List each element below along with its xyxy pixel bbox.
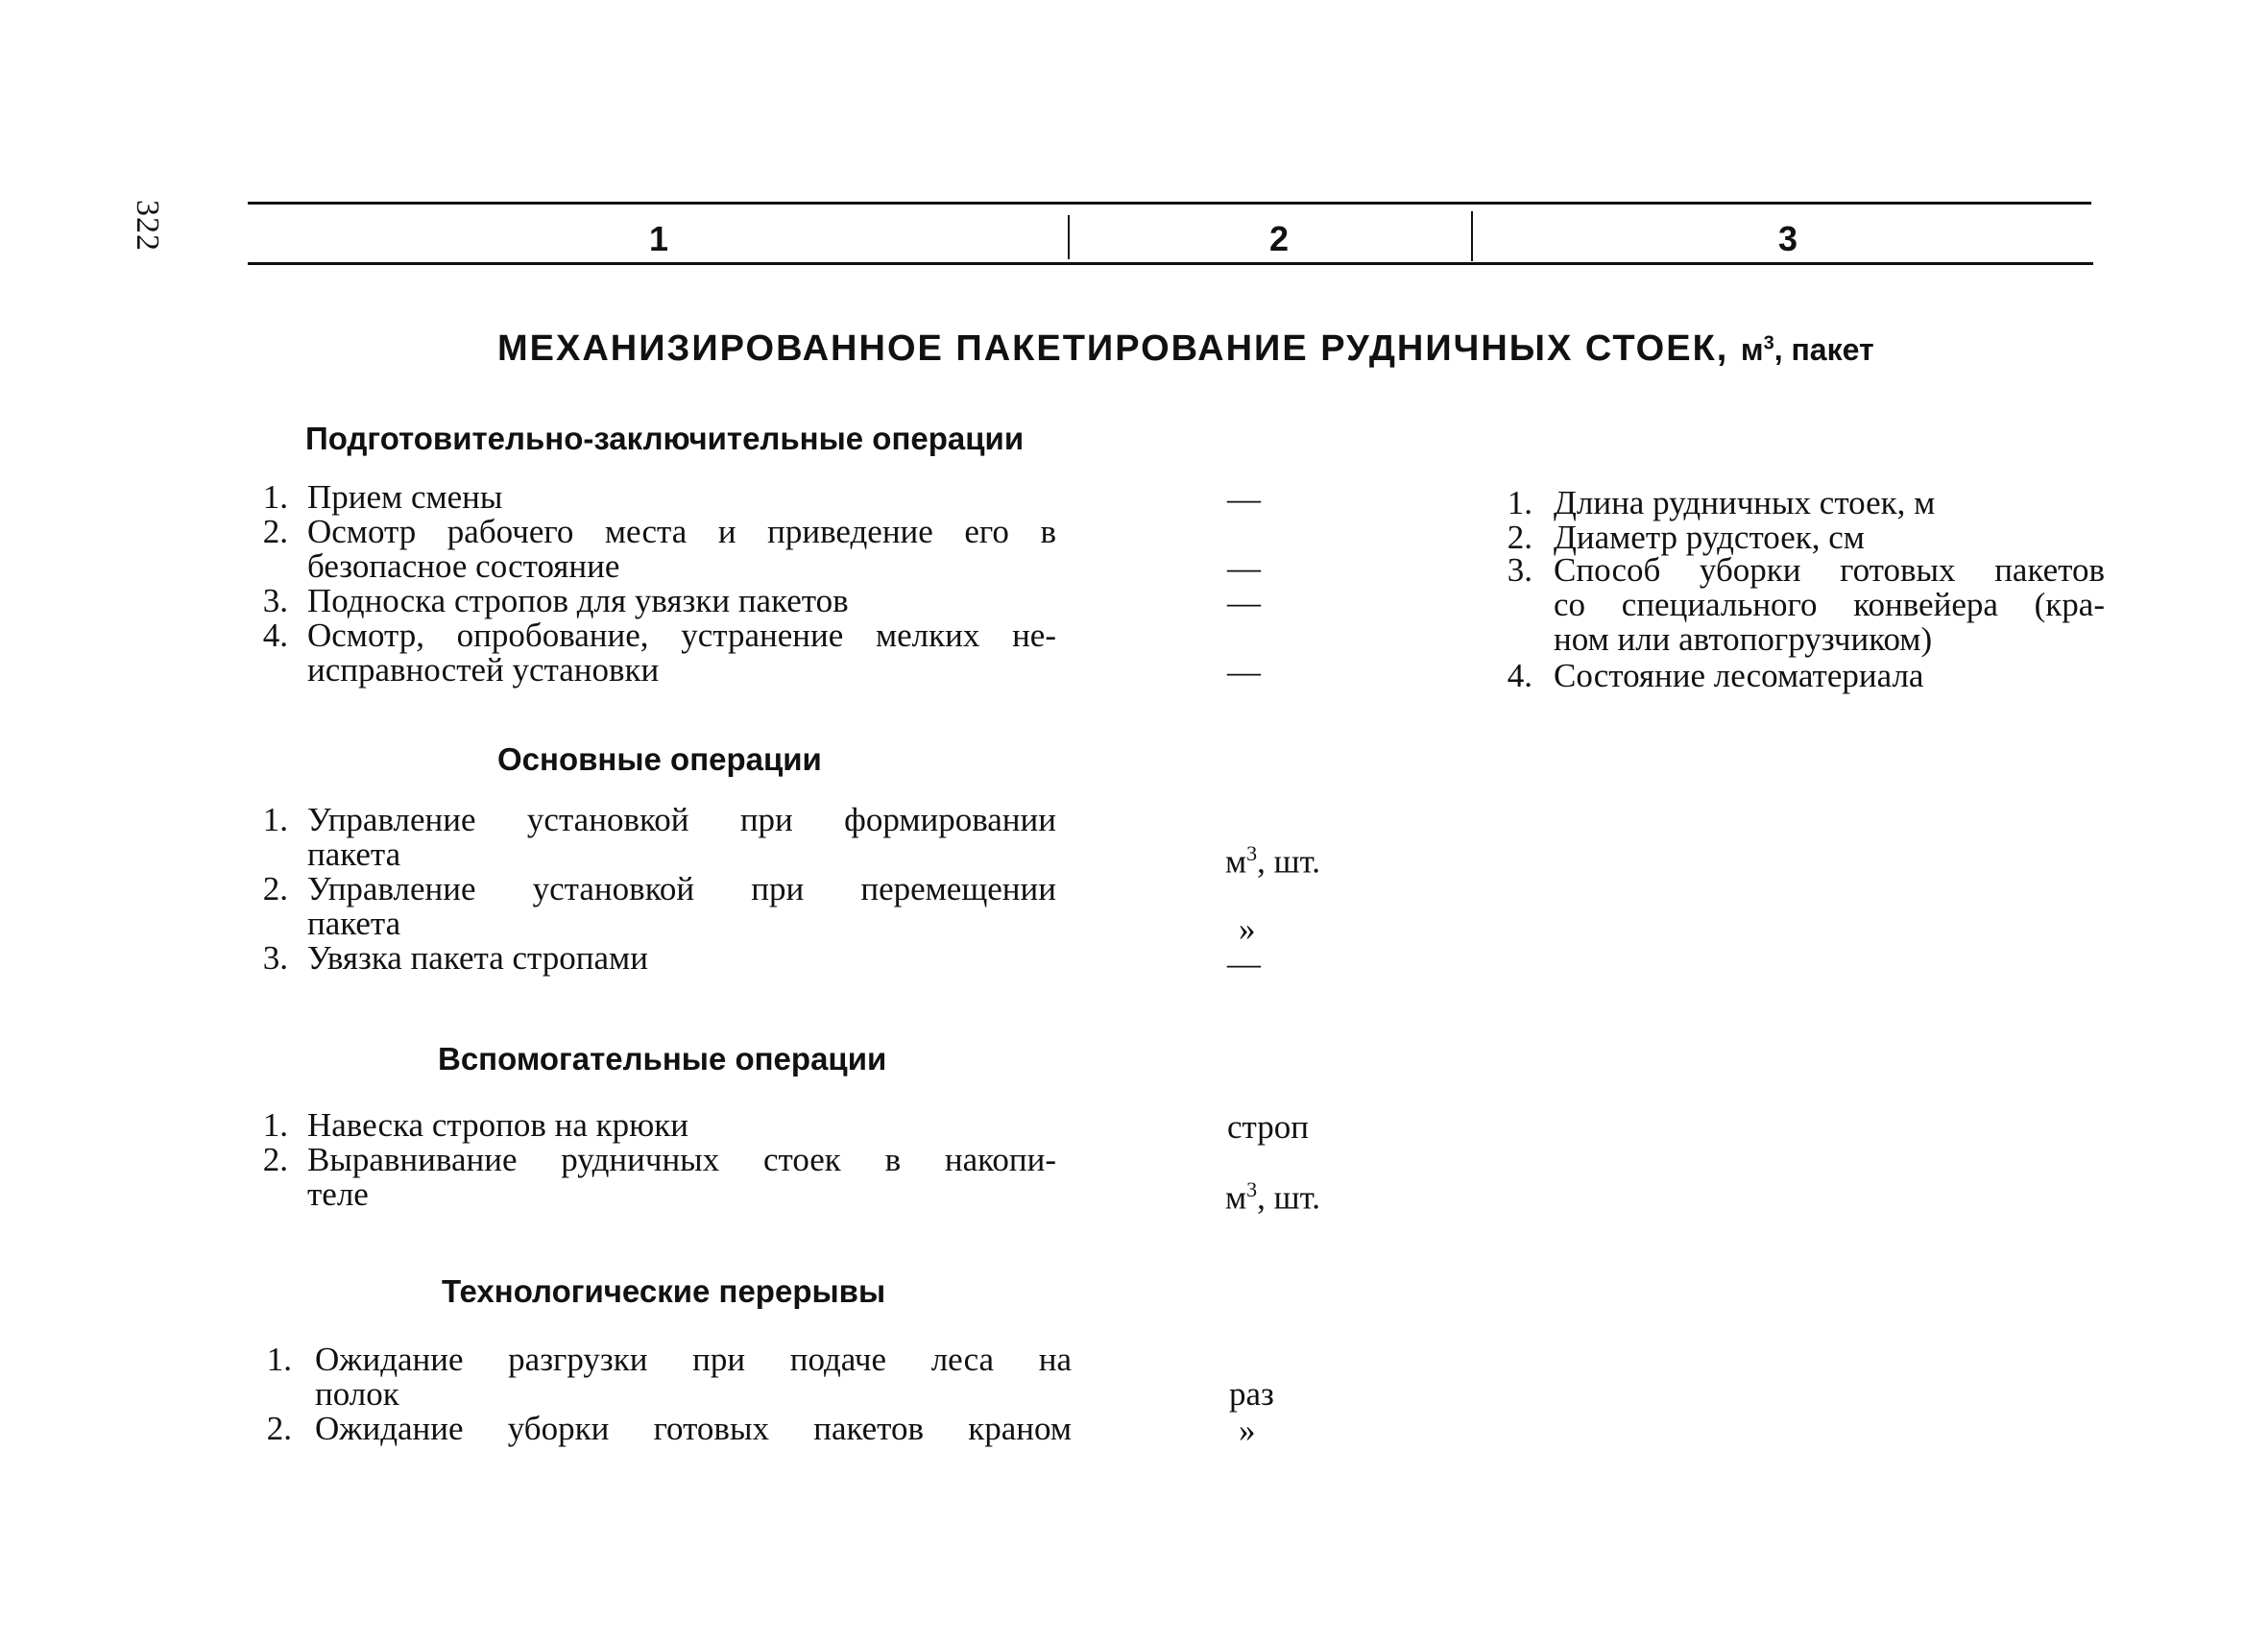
aux-unit-2: $м^3$, шт.: [1225, 1177, 1321, 1217]
section-heading-aux: Вспомогательные операции: [438, 1041, 887, 1077]
title-unit-rest: , пакет: [1773, 332, 1874, 367]
column-number-3: 3: [1778, 219, 1798, 258]
prep-unit-4: —: [1227, 653, 1261, 690]
column-number-2: 2: [1269, 219, 1290, 258]
title-unit-exp: 3: [1763, 332, 1774, 354]
column-divider-2: [1471, 211, 1473, 261]
breaks-unit-2: »: [1239, 1412, 1256, 1449]
page-number: 322: [130, 200, 165, 252]
section-heading-prep: Подготовительно-заключительные операции: [305, 421, 1025, 456]
table-title: [497, 328, 1874, 370]
breaks-unit-1: раз: [1229, 1375, 1274, 1413]
column-number-1: 1: [649, 219, 669, 258]
aux-unit-1: строп: [1227, 1108, 1309, 1146]
prep-unit-1: —: [1227, 480, 1261, 518]
main-unit-1: $м^3$, шт.: [1225, 841, 1321, 881]
column-divider-1: [1068, 215, 1070, 259]
section-heading-main: Основные операции: [497, 741, 822, 777]
title-unit-m: м: [1740, 332, 1764, 367]
section-heading-breaks: Технологические перерывы: [442, 1273, 886, 1309]
main-unit-2: »: [1239, 910, 1256, 948]
title-main: МЕХАНИЗИРОВАННОЕ ПАКЕТИРОВАНИЕ РУДНИЧНЫХ СТОЕК,: [497, 328, 1729, 369]
header-bottom-rule: [248, 262, 2093, 265]
header-top-rule: [248, 202, 2091, 205]
main-unit-3: —: [1227, 945, 1261, 982]
prep-unit-2: —: [1227, 549, 1261, 587]
prep-unit-3: —: [1227, 584, 1261, 621]
